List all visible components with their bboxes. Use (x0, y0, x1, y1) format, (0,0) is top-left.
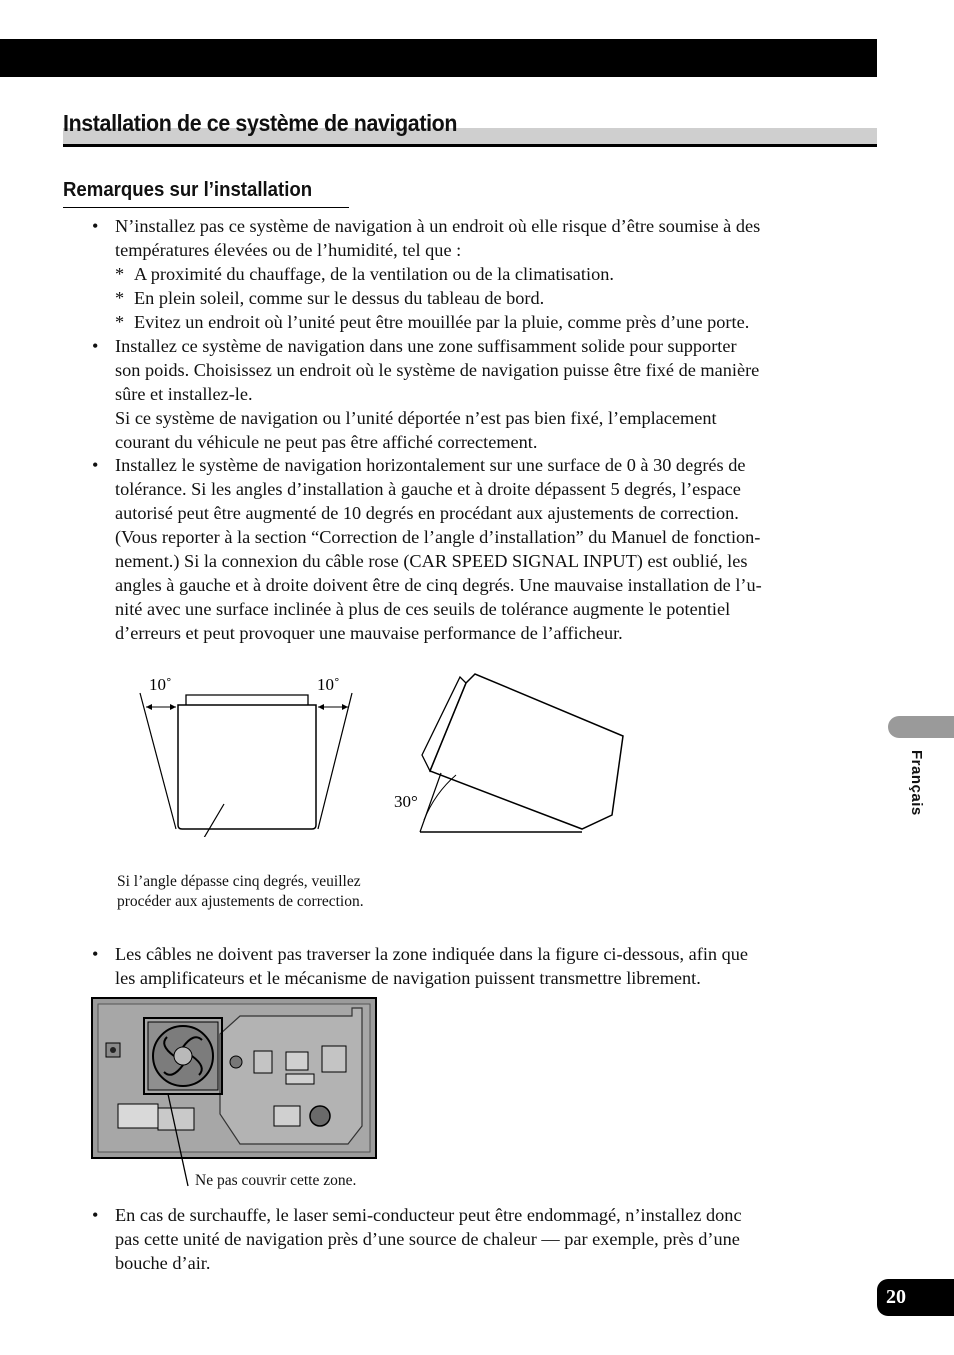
page-number: 20 (877, 1279, 954, 1316)
text-line: Installez le système de navigation horizontalement sur une surface de 0 à 30 degrés de (115, 455, 746, 475)
section-title: Installation de ce système de navigation (63, 110, 458, 136)
text-line: son poids. Choisissez un endroit où le système de navigation puisse être fixé de manière (115, 360, 760, 380)
text-line: températures élevées ou de l’humidité, tel que : (115, 240, 462, 260)
subsection-title: Remarques sur l’installation (63, 179, 313, 201)
text-line: Installez ce système de navigation dans une zone suffisamment solide pour supporter (115, 336, 737, 356)
section-title-rule (63, 144, 877, 147)
sub-item-heating (92, 262, 852, 286)
item-marker: * (115, 312, 125, 332)
antenna-jack (230, 1056, 242, 1068)
figure2-caption: Ne pas couvrir cette zone. (195, 1172, 357, 1189)
item-marker: * (115, 264, 125, 284)
text-line: (Vous reporter à la section “Correction de l’angle d’installation” du Manuel de fonction- (115, 527, 761, 547)
bullet-marker: • (92, 336, 99, 356)
figure1-caption (117, 872, 364, 912)
text-line: Si ce système de navigation ou l’unité déportée n’est pas bien fixé, l’emplacement (115, 408, 717, 428)
tilt-angle-label: 30° (394, 792, 418, 811)
left-angle-label: 10˚ (149, 675, 172, 694)
bullet-marker: • (92, 216, 99, 236)
text-line: angles à gauche et à droite doivent être de cinq degrés. Une mauvaise installation de l’u- (115, 575, 762, 595)
tilt-reference-line (420, 773, 441, 832)
bullet-marker: • (92, 455, 99, 475)
connector-main (118, 1104, 158, 1128)
text-line: En cas de surchauffe, le laser semi-conducteur peut être endommagé, n’installez donc (115, 1205, 742, 1225)
unit-tilted-view (430, 674, 623, 829)
caption-line: Si l’angle dépasse cinq degrés, veuillez (117, 873, 361, 890)
sub-item-text: Evitez un endroit où l’unité peut être mouillée par la pluie, comme près d’une porte. (134, 312, 750, 332)
connector-usb (286, 1052, 308, 1070)
caption-leader-line (182, 804, 224, 837)
text-line: N’installez pas ce système de navigation à un endroit où elle risque d’être soumise à des (115, 216, 761, 236)
text-line: bouche d’air. (115, 1253, 211, 1273)
connector-multi (322, 1046, 346, 1072)
bullet-solid-mounting (92, 334, 852, 454)
header-bar (0, 39, 877, 77)
language-tab-marker (888, 716, 954, 738)
text-line: pas cette unité de navigation près d’une source de chaleur — par exemple, près d’une (115, 1229, 740, 1249)
bullet-cable-zone (92, 942, 852, 990)
text-line: autorisé peut être augmenté de 10 degrés en procédant aux ajustements de correction. (115, 503, 739, 523)
sub-item-sunlight (92, 286, 852, 310)
sub-item-text: En plein soleil, comme sur le dessus du tableau de bord. (134, 288, 545, 308)
left-tolerance-line (140, 693, 176, 829)
right-tolerance-line (318, 693, 352, 829)
installation-angle-diagram (130, 665, 630, 837)
right-angle-label: 10˚ (317, 675, 340, 694)
text-line: sûre et installez-le. (115, 384, 253, 404)
item-marker: * (115, 288, 125, 308)
unit-front-top-lip (186, 695, 308, 705)
connector-small (254, 1051, 272, 1073)
caption-line: procéder aux ajustements de correction. (117, 893, 364, 910)
round-port (310, 1106, 330, 1126)
bullet-overheating (92, 1203, 852, 1275)
subsection-rule (63, 207, 349, 208)
text-line: tolérance. Si les angles d’installation à gauche et à droite dépassent 5 degrés, l’espace (115, 479, 741, 499)
sub-item-rain (92, 310, 852, 334)
tilt-angle-arc (424, 775, 456, 820)
language-label: Français (908, 750, 925, 816)
text-line: nement.) Si la connexion du câble rose (CAR SPEED SIGNAL INPUT) est oublié, les (115, 551, 748, 571)
bullet-marker: • (92, 1205, 99, 1225)
rear-panel-diagram (90, 996, 380, 1190)
connector-bottom (274, 1106, 300, 1126)
bullet-heat-humidity (92, 214, 852, 334)
text-line: les amplificateurs et le mécanisme de navigation puissent transmettre librement. (115, 968, 701, 988)
text-line: Les câbles ne doivent pas traverser la zone indiquée dans la figure ci-dessous, afin que (115, 944, 749, 964)
bullet-installation-angle (92, 453, 852, 645)
sub-item-text: A proximité du chauffage, de la ventilation ou de la climatisation. (134, 264, 614, 284)
unit-tilted-front (422, 677, 466, 771)
text-line: courant du véhicule ne peut pas être affiché correctement. (115, 432, 538, 452)
unit-front-view (178, 705, 316, 829)
bullet-marker: • (92, 944, 99, 964)
text-line: nité avec une surface inclinée à plus de ces seuils de tolérance augmente le potentiel (115, 599, 731, 619)
text-line: d’erreurs et peut provoquer une mauvaise performance de l’afficheur. (115, 623, 623, 643)
